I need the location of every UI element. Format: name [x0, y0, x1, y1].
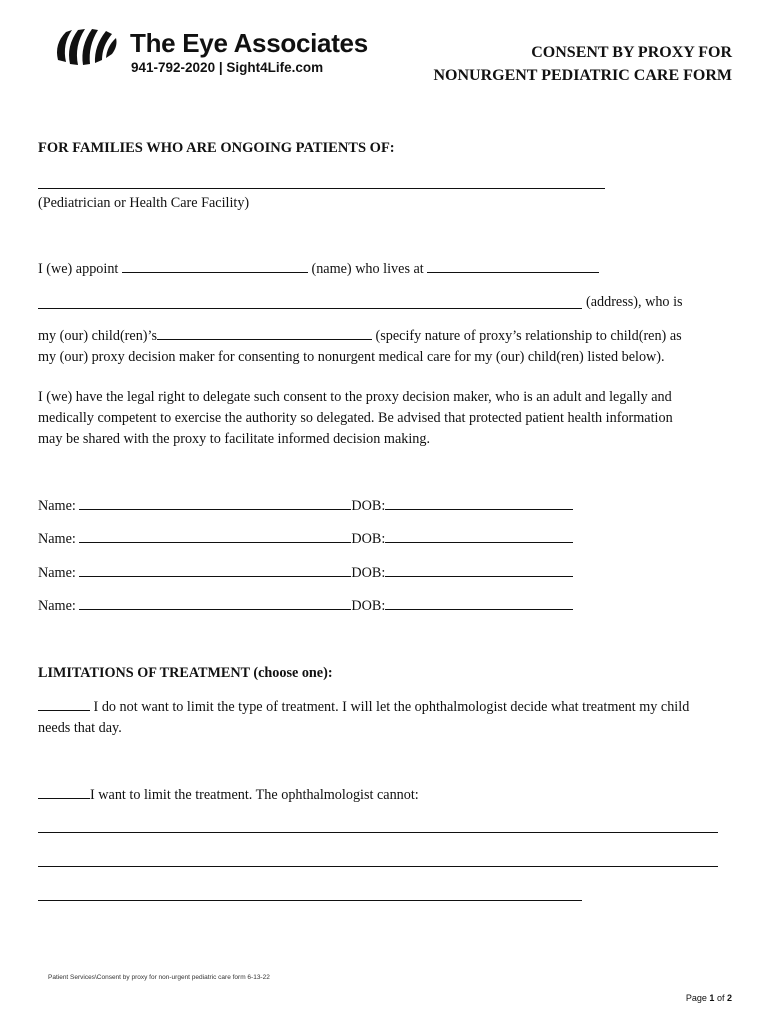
proxy-name-field[interactable] — [122, 260, 308, 273]
appoint-prefix: I (we) appoint — [38, 261, 119, 277]
address-suffix: (address), who is — [586, 294, 683, 310]
name-label: Name: — [38, 598, 76, 614]
page-word: Page — [685, 993, 707, 1003]
form-title — [372, 41, 732, 87]
name-label: Name: — [38, 498, 76, 514]
page-of: of — [716, 993, 725, 1003]
dob-label: DOB: — [351, 598, 386, 614]
appoint-line-1 — [38, 259, 599, 280]
limitations-heading-rest: (choose one): — [249, 665, 333, 681]
child-row-1 — [38, 496, 573, 517]
eye-associates-logo — [50, 24, 120, 68]
child-dob-field-4[interactable] — [385, 597, 573, 610]
child-dob-field-2[interactable] — [385, 530, 573, 543]
option-1-line-2: needs that day. — [38, 720, 122, 736]
name-label: Name: — [38, 531, 76, 547]
proxy-address-field-1[interactable] — [427, 260, 599, 273]
dob-label: DOB: — [351, 565, 386, 581]
option-1-line-1 — [38, 697, 689, 718]
legal-line-1: I (we) have the legal right to delegate such consent to the proxy decision maker, who is an adult and legally and — [38, 389, 672, 405]
proxy-address-field-2[interactable] — [38, 308, 582, 309]
option-1-text: I do not want to limit the type of treatment. I will let the ophthalmologist decide what treatment my child — [90, 699, 690, 715]
dob-label: DOB: — [351, 498, 386, 514]
dob-label: DOB: — [351, 531, 386, 547]
child-row-2 — [38, 529, 573, 550]
footer-note: Patient Services\Consent by proxy for non-urgent pediatric care form 6-13-22 — [48, 974, 270, 981]
limitations-heading — [38, 663, 333, 684]
limitation-detail-line-1[interactable] — [38, 832, 718, 833]
appoint-mid: (name) who lives at — [311, 261, 424, 277]
child-name-field-2[interactable] — [79, 530, 351, 543]
families-heading: FOR FAMILIES WHO ARE ONGOING PATIENTS OF: — [38, 140, 395, 156]
limitation-detail-line-2[interactable] — [38, 866, 718, 867]
limitation-detail-line-3[interactable] — [38, 900, 582, 901]
page-total: 2 — [726, 993, 732, 1003]
relationship-field[interactable] — [157, 327, 372, 340]
brand-name: The Eye Associates — [130, 28, 368, 58]
brand-contact: 941-792-2020 | Sight4Life.com — [131, 60, 324, 75]
page-number — [686, 993, 732, 1003]
option-1-checkbox-line[interactable] — [38, 698, 90, 711]
page-current: 1 — [709, 993, 715, 1003]
option-2-line — [38, 785, 419, 806]
child-dob-field-3[interactable] — [385, 564, 573, 577]
pediatrician-field[interactable] — [38, 188, 605, 189]
child-name-field-4[interactable] — [79, 597, 351, 610]
legal-line-3: may be shared with the proxy to facilitate informed decision making. — [38, 431, 431, 447]
relationship-prefix: my (our) child(ren)’s — [38, 328, 157, 344]
relationship-suffix: (specify nature of proxy’s relationship to child(ren) as — [375, 328, 682, 344]
appoint-line-3 — [38, 326, 682, 347]
child-name-field-3[interactable] — [79, 564, 351, 577]
child-row-4 — [38, 596, 573, 617]
child-name-field-1[interactable] — [79, 497, 351, 510]
limitations-heading-bold: LIMITATIONS OF TREATMENT — [38, 665, 250, 681]
legal-line-2: medically competent to exercise the authority so delegated. Be advised that protected patient health information — [38, 410, 673, 426]
child-dob-field-1[interactable] — [385, 497, 573, 510]
logo-stripes-icon — [50, 24, 120, 68]
form-title-line-1: CONSENT BY PROXY FOR — [531, 44, 732, 61]
pediatrician-caption: (Pediatrician or Health Care Facility) — [38, 195, 250, 211]
name-label: Name: — [38, 565, 76, 581]
form-title-line-2: NONURGENT PEDIATRIC CARE FORM — [433, 67, 732, 84]
appoint-line-4: my (our) proxy decision maker for consenting to nonurgent medical care for my (our) child(ren) listed below). — [38, 349, 665, 365]
child-row-3 — [38, 563, 573, 584]
option-2-checkbox-line[interactable] — [38, 786, 90, 799]
option-2-text: I want to limit the treatment. The ophthalmologist cannot: — [90, 787, 419, 803]
